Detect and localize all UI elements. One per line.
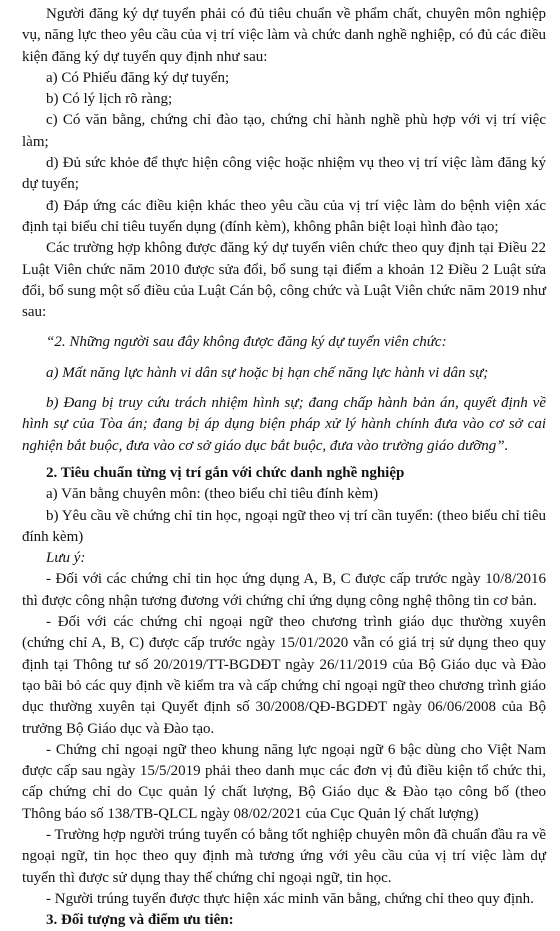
intro-paragraph: Người đăng ký dự tuyển phải có đủ tiêu chuẩn về phẩm chất, chuyên môn nghiệp vụ, năng lực theo yêu cầu của vị trí việc làm và chức danh nghề nghiệp, có đủ các điều kiện đăng ký dự tuyển quy định như sau:	[22, 6, 546, 65]
note-item-4: - Trường hợp người trúng tuyển có bằng tốt nghiệp chuyên môn đã chuẩn đầu ra về ngoại ngữ, tin học theo quy định mà tương ứng với yêu cầu của vị trí việc làm dự tuyển thì được sử dụng thay thế chứng chỉ ngoại ngữ, tin học.	[22, 826, 546, 886]
note-label: Lưu ý:	[46, 550, 86, 567]
condition-dd: đ) Đáp ứng các điều kiện khác theo yêu cầu của vị trí việc làm do bệnh viện xác định tại biểu chỉ tiêu tuyển dụng (đính kèm), không phân biệt loại hình đào tạo;	[22, 197, 546, 235]
section-2-heading: 2. Tiêu chuẩn từng vị trí gắn với chức danh nghề nghiệp	[46, 464, 405, 481]
note-item-2: - Đối với các chứng chỉ ngoại ngữ theo chương trình giáo dục thường xuyên (chứng chỉ A, B, C) được cấp trước ngày 15/01/2020 vẫn có giá trị sử dụng theo quy định tại Thông tư số 20/2019/TT-BGDĐT ngày 26/11/2019 của Bộ Giáo dục và Đào tạo bãi bỏ các quy định về kiểm tra và cấp chứng chỉ ngoại ngữ theo chương trình giáo dục thường xuyên tại Quyết định số 30/2008/QĐ-BGDĐT ngày 06/06/2008 của Bộ trưởng Bộ Giáo dục và Đào tạo.	[22, 614, 546, 737]
quote-item-a: a) Mất năng lực hành vi dân sự hoặc bị hạn chế năng lực hành vi dân sự;	[46, 364, 489, 381]
quote-heading: “2. Những người sau đây không được đăng ký dự tuyển viên chức:	[46, 334, 447, 351]
condition-d: d) Đủ sức khỏe để thực hiện công việc hoặc nhiệm vụ theo vị trí việc làm đăng ký dự tuyển;	[22, 155, 546, 193]
section-3-heading: 3. Đối tượng và điểm ưu tiên:	[46, 912, 234, 929]
exclusion-paragraph: Các trường hợp không được đăng ký dự tuyển viên chức theo quy định tại Điều 22 Luật Viên chức năm 2010 được sửa đổi, bổ sung tại điểm a khoản 12 Điều 2 Luật sửa đổi, bổ sung một số điều của Luật Cán bộ, công chức và Luật Viên chức năm 2019 như sau:	[22, 240, 546, 321]
condition-c: c) Có văn bằng, chứng chỉ đào tạo, chứng chỉ hành nghề phù hợp với vị trí việc làm;	[22, 112, 546, 150]
standard-a: a) Văn bằng chuyên môn: (theo biểu chỉ tiêu đính kèm)	[46, 486, 379, 503]
note-item-1: - Đối với các chứng chỉ tin học ứng dụng A, B, C được cấp trước ngày 10/8/2016 thì được công nhận tương đương với chứng chỉ ứng dụng công nghệ thông tin cơ bản.	[22, 571, 546, 609]
note-item-3: - Chứng chỉ ngoại ngữ theo khung năng lực ngoại ngữ 6 bậc dùng cho Việt Nam được cấp sau ngày 15/5/2019 phải theo danh mục các đơn vị đủ điều kiện tổ chức thi, cấp chứng chỉ do Cục quản lý chất lượng, Bộ Giáo dục & Đào tạo công bố (theo Thông báo số 138/TB-QLCL ngày 08/02/2021 của Cục Quản lý chất lượng)	[22, 741, 546, 822]
condition-b: b) Có lý lịch rõ ràng;	[46, 91, 173, 108]
note-item-5: - Người trúng tuyển được thực hiện xác minh văn bằng, chứng chỉ theo quy định.	[46, 890, 534, 907]
quote-item-b: b) Đang bị truy cứu trách nhiệm hình sự; đang chấp hành bản án, quyết định về hình sự của Tòa án; đang bị áp dụng biện pháp xử lý hành chính đưa vào cơ sở cai nghiện bắt buộc, đưa vào cơ sở giáo dục bắt buộc, đưa vào trường giáo dưỡng”.	[22, 395, 546, 454]
condition-a: a) Có Phiếu đăng ký dự tuyển;	[46, 69, 230, 86]
standard-b: b) Yêu cầu về chứng chỉ tin học, ngoại ngữ theo vị trí cần tuyển: (theo biểu chỉ tiêu đính kèm)	[22, 507, 546, 545]
